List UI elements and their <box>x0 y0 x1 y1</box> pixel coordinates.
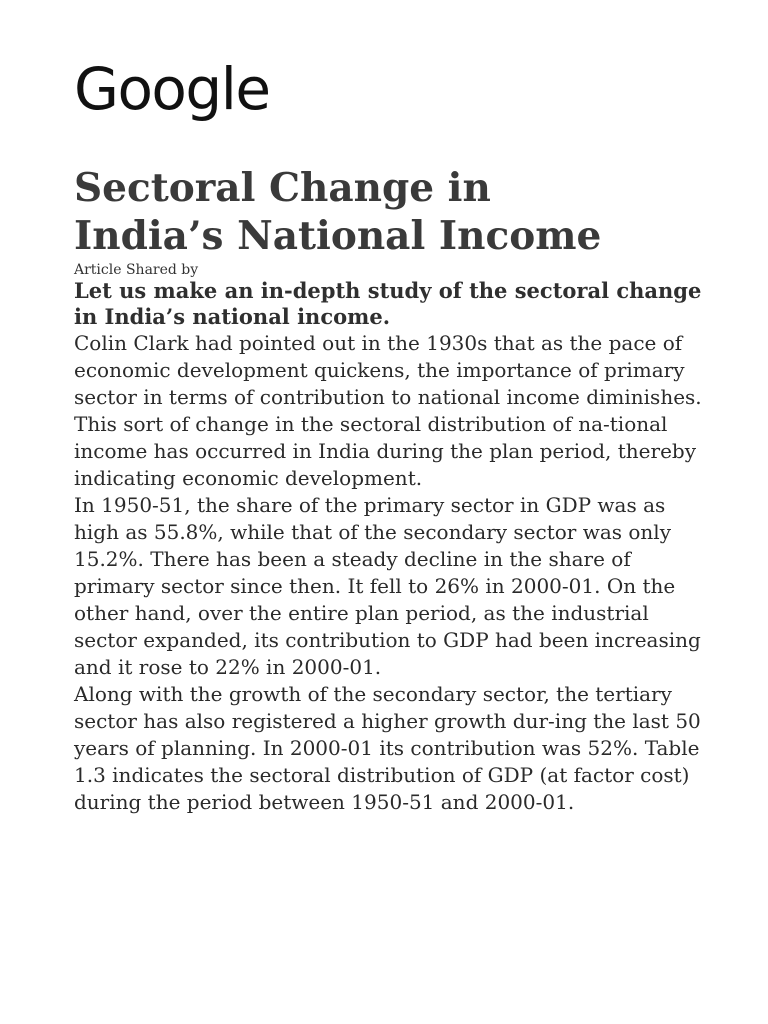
article-paragraph-4: Along with the growth of the secondary sector, the tertiary sector has also registered a higher growth dur-ing the last 50 years of planning. In 2000-01 its contribution was 52%. Table 1.3 indicates the sectoral distribution of GDP (at factor cost) during the period between 1950-51 and 2000-01. <box>74 682 701 814</box>
article-paragraph-2: This sort of change in the sectoral distribution of na-tional income has occurred in India during the plan period, thereby indicating economic development. <box>74 412 697 490</box>
article-paragraph-3: In 1950-51, the share of the primary sector in GDP was as high as 55.8%, while that of the secondary sector was only 15.2%. There has been a steady decline in the share of primary sector since then. It fell to 26% in 2000-01. On the other hand, over the entire plan period, as the industrial sector expanded, its contribution to GDP had been increasing and it rose to 22% in 2000-01. <box>74 493 701 679</box>
article <box>74 164 714 816</box>
article-paragraph-1: Colin Clark had pointed out in the 1930s that as the pace of economic development quickens, the importance of primary sector in terms of contribution to national income diminishes. <box>74 331 702 409</box>
article-byline: Article Shared by <box>74 262 199 278</box>
article-title <box>74 164 714 260</box>
google-logo: Google <box>74 55 270 123</box>
article-title-line-1: Sectoral Change in <box>74 165 491 211</box>
article-lead: Let us make an in-depth study of the sectoral change in India’s national income. <box>74 278 702 329</box>
article-title-line-2: India’s National Income <box>74 213 602 259</box>
